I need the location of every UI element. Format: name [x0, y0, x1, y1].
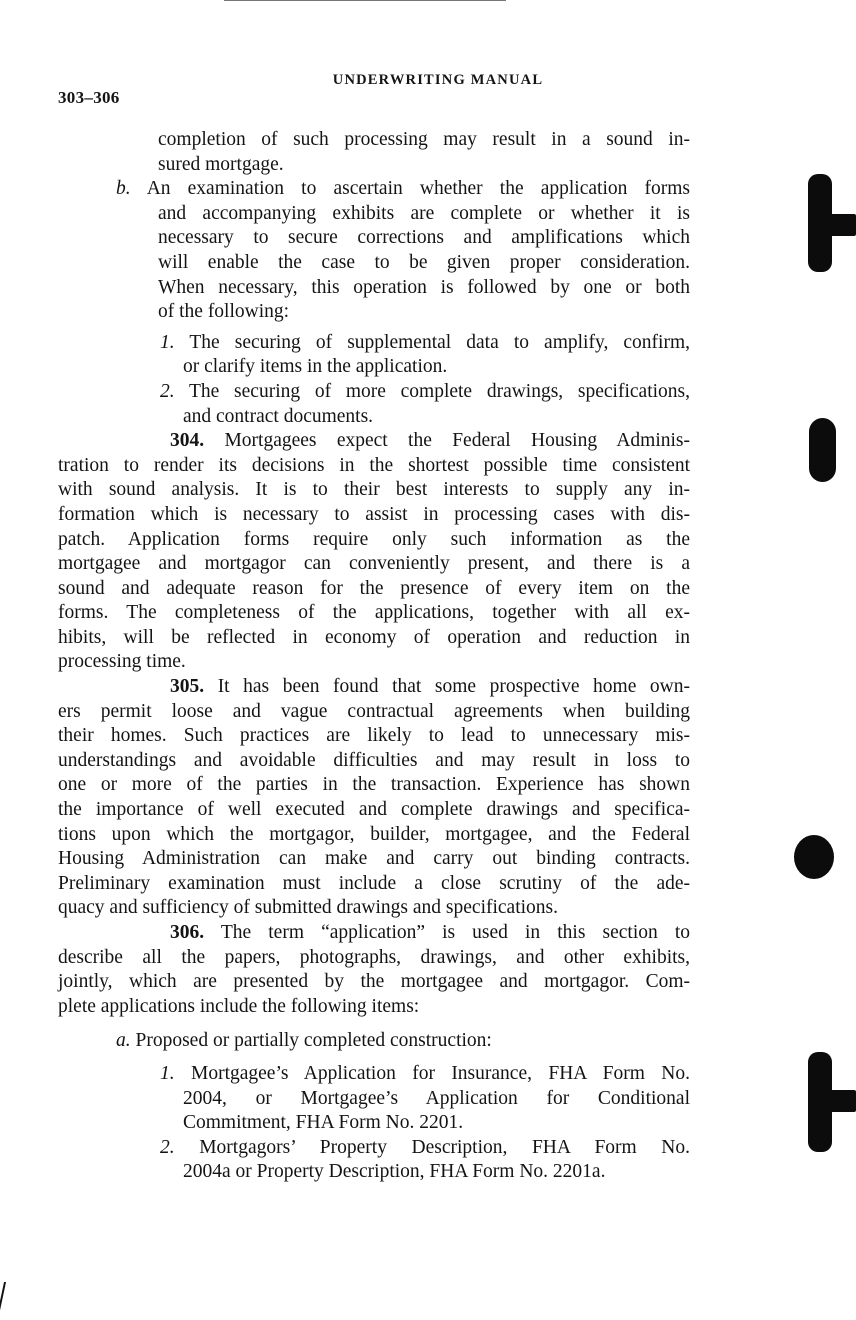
item-marker: 1.: [160, 1062, 175, 1084]
paragraph-304: [58, 429, 690, 454]
item-marker: 1.: [160, 331, 175, 353]
text-line: the importance of well executed and complete drawings and specifica-: [58, 799, 690, 821]
item-marker: a.: [116, 1030, 131, 1052]
binder-hole-mark: [828, 1090, 856, 1112]
paragraph-text: Mortgagees expect the Federal Housing Adminis-: [224, 430, 690, 452]
text-line: formation which is necessary to assist in processing cases with dis-: [58, 503, 690, 525]
binder-hole-mark: [828, 214, 856, 236]
binder-hole-mark: [809, 418, 836, 482]
running-head: UNDERWRITING MANUAL: [332, 72, 544, 88]
binder-hole-mark: [794, 835, 834, 879]
item-marker: 2.: [160, 380, 175, 402]
text-line: tration to render its decisions in the shortest possible time consistent: [58, 454, 690, 476]
paragraph-text: It has been found that some prospective home own-: [217, 676, 690, 698]
text-line: 2004a or Property Description, FHA Form No. 2201a.: [183, 1161, 606, 1183]
text-line: Preliminary examination must include a close scrutiny of the ade-: [58, 872, 690, 894]
text-line: sound and adequate reason for the presence of every item on the: [58, 577, 690, 599]
text-line: jointly, which are presented by the mortgagee and mortgagor. Com-: [58, 971, 690, 993]
text-line: with sound analysis. It is to their best interests to supply any in-: [58, 479, 690, 501]
text-line: hibits, will be reflected in economy of operation and reduction in: [58, 626, 690, 648]
item-marker: 2.: [160, 1136, 175, 1158]
item-marker: b.: [116, 178, 131, 200]
text-line: or clarify items in the application.: [183, 356, 448, 378]
text-line: forms. The completeness of the applications, together with all ex-: [58, 602, 690, 624]
text-line: their homes. Such practices are likely to lead to unnecessary mis-: [58, 725, 690, 747]
text-line: completion of such processing may result in a sound in-: [158, 129, 690, 150]
text-line: processing time.: [58, 651, 186, 673]
item-text: Mortgagee’s Application for Insurance, FHA Form No.: [191, 1062, 690, 1084]
top-edge-rule: [224, 0, 506, 1]
text-line: mortgagee and mortgagor can conveniently present, and there is a: [58, 553, 690, 575]
text-line: Housing Administration can make and carry out binding contracts.: [58, 848, 690, 870]
item-text: Proposed or partially completed construction:: [135, 1030, 492, 1052]
paragraph-text: The term “application” is used in this section to: [220, 922, 690, 943]
text-line: 2004, or Mortgagee’s Application for Conditional: [183, 1087, 690, 1109]
section-number: 306.: [170, 922, 205, 943]
text-line: describe all the papers, photographs, drawings, and other exhibits,: [58, 946, 690, 968]
item-text: The securing of more complete drawings, specifications,: [189, 380, 690, 402]
text-line: and accompanying exhibits are complete or whether it is: [158, 202, 690, 224]
list-item-b: [58, 177, 690, 202]
text-line: quacy and sufficiency of submitted drawings and specifications.: [58, 897, 559, 919]
list-item-a: [58, 1029, 690, 1054]
item-text: An examination to ascertain whether the application forms: [146, 178, 690, 200]
text-line: When necessary, this operation is followed by one or both: [158, 276, 690, 298]
text-line: patch. Application forms require only such information as the: [58, 528, 690, 550]
text-line: sured mortgage.: [158, 153, 284, 175]
list-item-a2: [58, 1136, 690, 1161]
page-edge-mark: [0, 1282, 12, 1320]
section-number: 304.: [170, 430, 205, 452]
body-text: [58, 128, 690, 1185]
list-item-b1: [58, 331, 690, 356]
item-text: The securing of supplemental data to amplify, confirm,: [189, 331, 690, 353]
paragraph-305: [58, 675, 690, 700]
text-line: ers permit loose and vague contractual agreements when building: [58, 700, 690, 722]
section-range: 303–306: [58, 88, 120, 107]
list-item-a1: [58, 1062, 690, 1087]
text-line: and contract documents.: [183, 405, 374, 427]
text-line: tions upon which the mortgagor, builder, mortgagee, and the Federal: [58, 823, 690, 845]
list-item-b2: [58, 380, 690, 405]
text-line: Commitment, FHA Form No. 2201.: [183, 1112, 464, 1134]
text-line: plete applications include the following items:: [58, 995, 420, 1017]
text-line: will enable the case to be given proper consideration.: [158, 251, 690, 273]
text-line: understandings and avoidable difficulties and may result in loss to: [58, 749, 690, 771]
section-number: 305.: [170, 676, 205, 698]
text-line: one or more of the parties in the transaction. Experience has shown: [58, 774, 690, 796]
paragraph-306: [58, 921, 690, 946]
item-text: Mortgagors’ Property Description, FHA Form No.: [199, 1136, 690, 1158]
text-line: of the following:: [158, 301, 290, 323]
text-line: necessary to secure corrections and amplifications which: [158, 227, 690, 249]
